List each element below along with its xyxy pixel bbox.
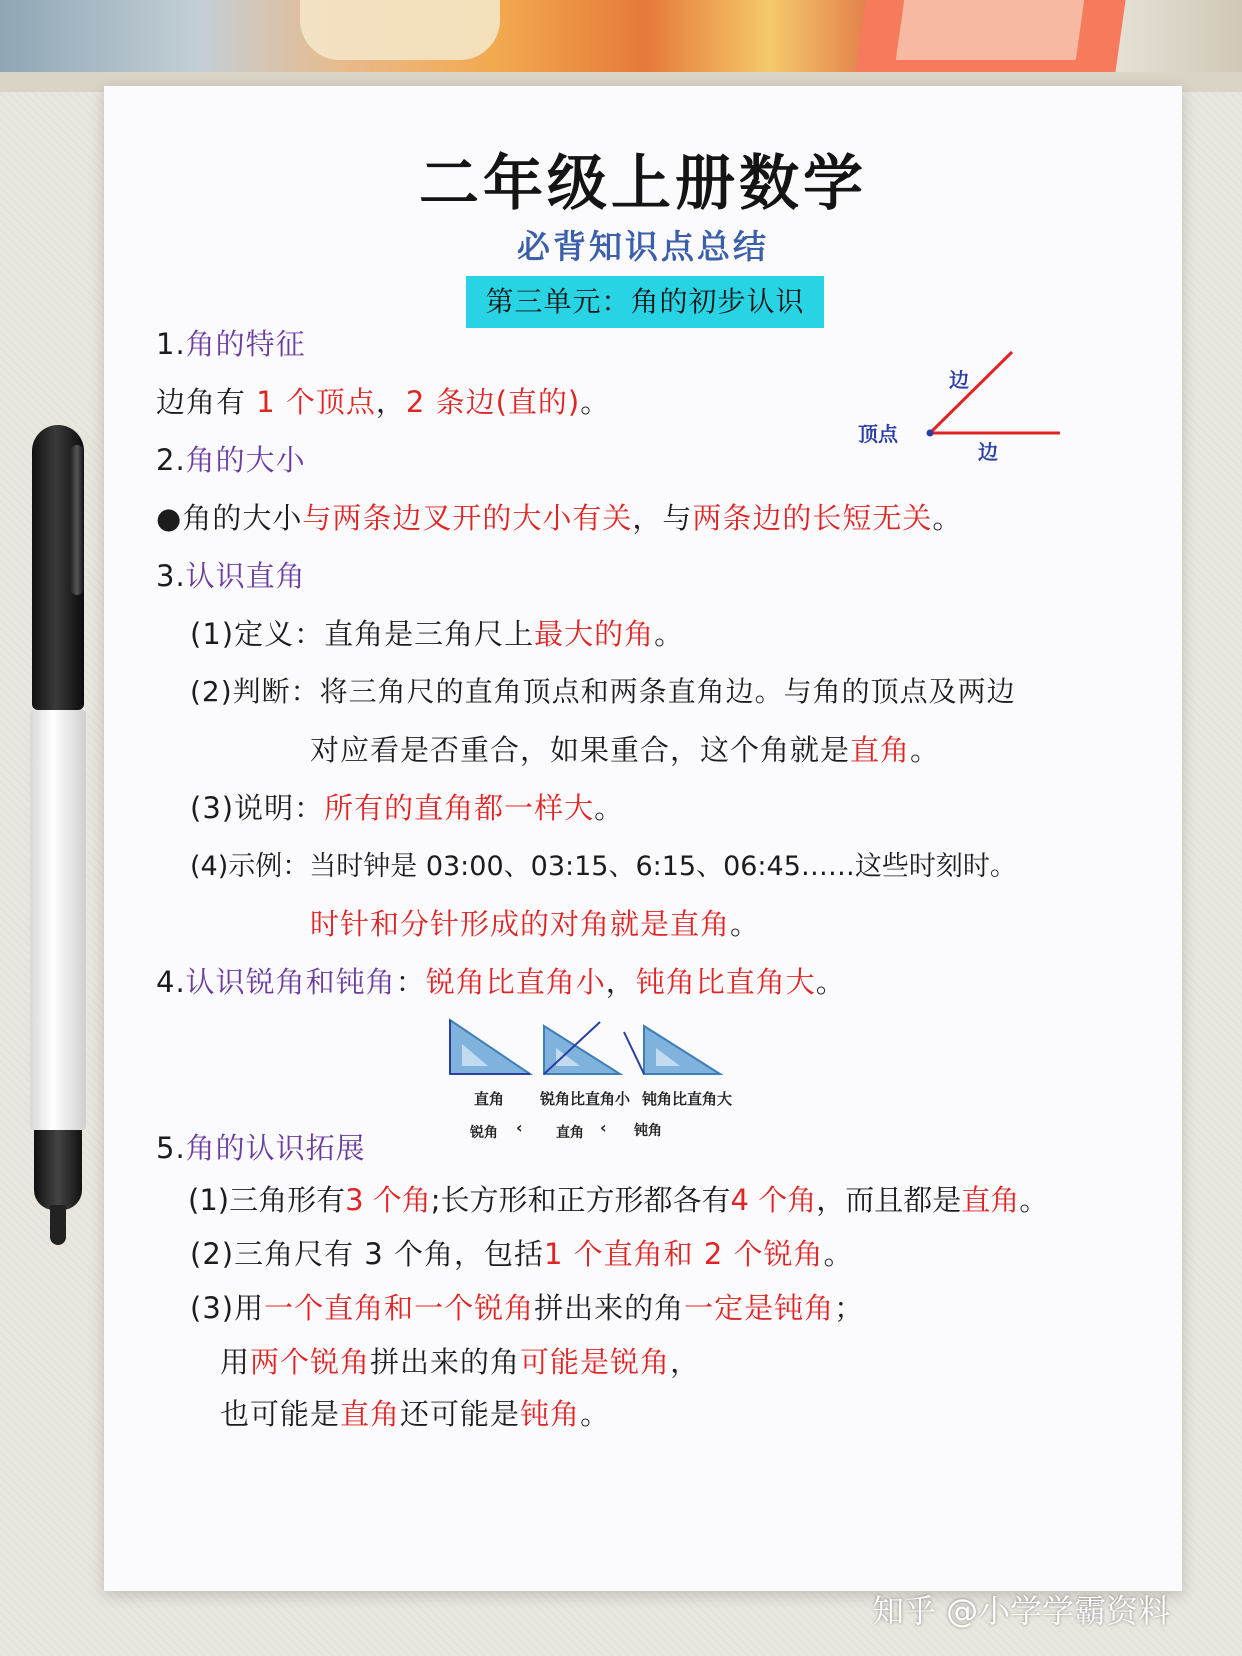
highlight-run: 直角 xyxy=(961,1183,1020,1217)
text-run: 。 xyxy=(932,501,963,535)
section-3-item-1 xyxy=(190,612,684,653)
text-run: 用 xyxy=(220,1345,251,1379)
angle-label-side-top: 边 xyxy=(949,368,969,392)
section-number: 5. xyxy=(156,1131,186,1165)
text-run: 。 xyxy=(815,965,846,999)
section-3-heading xyxy=(156,554,306,595)
highlight-run: 两条边的长短无关 xyxy=(692,501,933,535)
section-5-item-1 xyxy=(188,1178,1048,1219)
obtuse-angle-line xyxy=(624,1032,644,1074)
text-run: ； xyxy=(834,1291,865,1325)
section-heading-text: 角的大小 xyxy=(185,443,306,477)
highlight-run: 钝角比直角大 xyxy=(635,965,816,999)
text-run: (3)说明： xyxy=(190,791,325,825)
angle-diagram xyxy=(794,344,1094,474)
set-square-diagram xyxy=(444,1014,754,1144)
section-number: 1. xyxy=(156,327,186,361)
text-run: 。 xyxy=(580,385,611,419)
section-heading-text: 角的认识拓展 xyxy=(185,1131,366,1165)
diagram-label-right-angle: 直角 xyxy=(474,1090,505,1108)
text-run: 。 xyxy=(654,617,685,651)
unit-title-banner: 第三单元：角的初步认识 xyxy=(466,276,824,328)
section-1-heading xyxy=(156,322,306,363)
text-run: ， xyxy=(670,1345,701,1379)
section-3-item-2-cont xyxy=(310,728,940,769)
bullet-icon: ● xyxy=(156,501,183,535)
compare-acute: 锐角 xyxy=(470,1125,498,1141)
background-book-cover xyxy=(0,0,1242,92)
compare-right: 直角 xyxy=(556,1125,584,1141)
cover-pattern-1 xyxy=(300,0,500,60)
compare-obtuse: 钝角 xyxy=(634,1123,662,1139)
text-run: (1)三角形有 xyxy=(188,1183,346,1217)
text-run: 。 xyxy=(823,1237,854,1271)
angle-vertex-dot xyxy=(927,430,934,437)
text-run: ，与 xyxy=(632,501,693,535)
pen-clip xyxy=(70,445,84,595)
highlight-run: 可能是锐角 xyxy=(520,1345,671,1379)
pen-tip xyxy=(50,1205,66,1245)
cover-pattern-3 xyxy=(896,0,1084,60)
highlight-run: 1 个顶点 xyxy=(256,385,376,419)
diagram-label-acute: 锐角比直角小 xyxy=(540,1090,631,1108)
diagram-label-obtuse: 钝角比直角大 xyxy=(642,1090,733,1108)
compare-less-than-2: ‹ xyxy=(600,1118,607,1137)
section-heading-text: 认识直角 xyxy=(185,559,306,593)
angle-label-side-bottom: 边 xyxy=(978,440,998,464)
text-run: 。 xyxy=(580,1397,611,1431)
text-run: 也可能是 xyxy=(220,1397,341,1431)
page-subtitle: 必背知识点总结 xyxy=(517,227,769,266)
highlight-run: 4 个角 xyxy=(730,1183,817,1217)
section-3-item-4 xyxy=(190,844,1017,883)
section-3-item-4-cont xyxy=(310,902,760,943)
angle-svg xyxy=(794,344,1094,474)
highlight-run: 时针和分针形成的对角就是直角 xyxy=(310,907,731,941)
section-number: 4. xyxy=(156,965,186,999)
pen-end xyxy=(34,1130,82,1210)
section-5-heading xyxy=(156,1126,366,1167)
highlight-run: 与两条边叉开的大小有关 xyxy=(302,501,633,535)
section-1-text xyxy=(156,380,610,421)
section-heading-text: 认识锐角和钝角 xyxy=(185,965,396,999)
section-5-item-2 xyxy=(190,1232,854,1273)
section-3-item-2 xyxy=(190,670,1016,710)
highlight-run: 直角 xyxy=(340,1397,401,1431)
text-run: (2)判断：将三角尺的直角顶点和两条直角边。与角的顶点及两边 xyxy=(190,675,1016,708)
section-5-item-5 xyxy=(220,1392,610,1433)
text-run: 拼出来的角 xyxy=(370,1345,521,1379)
highlight-run: 钝角 xyxy=(520,1397,581,1431)
section-heading-text: 角的特征 xyxy=(185,327,306,361)
section-2-heading xyxy=(156,438,306,479)
text-run: 。 xyxy=(730,907,761,941)
section-number: 3. xyxy=(156,559,186,593)
highlight-run: 两个锐角 xyxy=(250,1345,371,1379)
pen-barrel xyxy=(30,710,86,1130)
text-run: 对应看是否重合，如果重合，这个角就是 xyxy=(310,733,851,767)
set-square-2 xyxy=(544,1026,620,1074)
section-4-heading xyxy=(156,960,846,1001)
text-run: 还可能是 xyxy=(400,1397,521,1431)
text-run: ， xyxy=(605,965,636,999)
zhihu-watermark: 知乎 @小学学霸资料 xyxy=(872,1592,1171,1630)
text-run: 拼出来的角 xyxy=(534,1291,685,1325)
section-2-text xyxy=(156,496,962,537)
highlight-run: 2 条边(直的) xyxy=(405,385,581,419)
section-3-item-3 xyxy=(190,786,624,827)
text-run: (4)示例：当时钟是 03:00、03:15、6:15、06:45……这些时刻时。 xyxy=(190,851,1017,882)
text-run: ： xyxy=(395,965,426,999)
set-square-3 xyxy=(644,1026,720,1074)
text-run: (1)定义：直角是三角尺上 xyxy=(190,617,535,651)
section-5-item-3 xyxy=(190,1286,864,1327)
pen-photo xyxy=(28,425,88,1245)
text-run: (3)用 xyxy=(190,1291,265,1325)
highlight-run: 所有的直角都一样大 xyxy=(324,791,595,825)
highlight-run: 直角 xyxy=(850,733,911,767)
highlight-run: 一个直角和一个锐角 xyxy=(264,1291,535,1325)
highlight-run: 最大的角 xyxy=(534,617,655,651)
set-square-svg xyxy=(444,1014,754,1094)
text-run: ，而且都是 xyxy=(816,1183,962,1217)
page-title: 二年级上册数学 xyxy=(419,149,867,219)
highlight-run: 一定是钝角 xyxy=(684,1291,835,1325)
text-run: ;长方形和正方形都各有 xyxy=(430,1183,731,1217)
angle-side-top xyxy=(930,352,1012,433)
highlight-run: 锐角比直角小 xyxy=(425,965,606,999)
text-run: ， xyxy=(375,385,406,419)
highlight-run: 3 个角 xyxy=(345,1183,431,1217)
highlight-run: 1 个直角和 2 个锐角 xyxy=(543,1237,824,1271)
section-5-item-4 xyxy=(220,1340,700,1381)
text-run: 边角有 xyxy=(156,385,247,419)
section-number: 2. xyxy=(156,443,186,477)
text-run: 角的大小 xyxy=(182,501,303,535)
text-run: 。 xyxy=(910,733,941,767)
compare-less-than-1: ‹ xyxy=(516,1118,523,1137)
worksheet-paper xyxy=(104,86,1182,1591)
text-run: (2)三角尺有 3 个角，包括 xyxy=(190,1237,544,1271)
text-run: 。 xyxy=(1019,1183,1049,1217)
angle-label-vertex: 顶点 xyxy=(858,422,898,446)
text-run: 。 xyxy=(594,791,625,825)
